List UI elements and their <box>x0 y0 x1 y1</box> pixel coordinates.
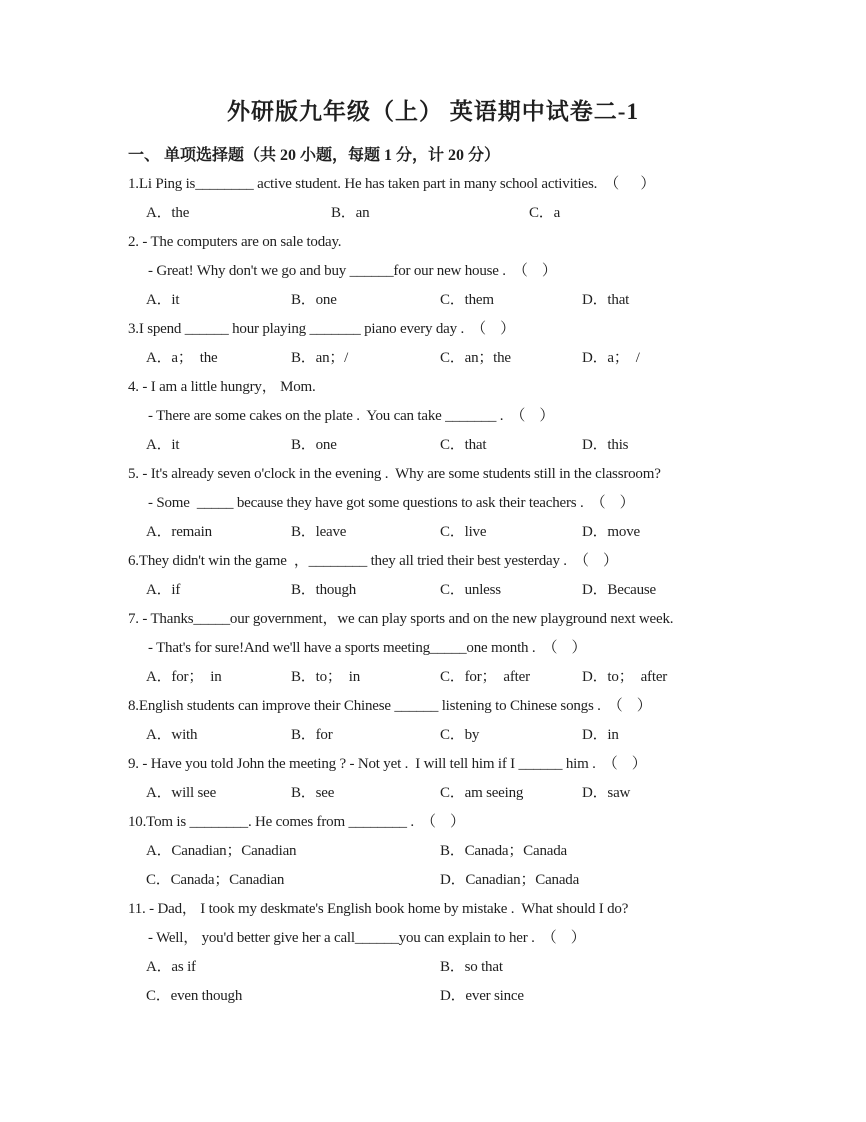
question-6-option-d: D．Because <box>582 582 657 598</box>
question-5-option-d: D．move <box>582 524 640 540</box>
question-3-options <box>0 344 866 373</box>
question-3-stem: 3.I spend ______ hour playing _______ piano every day . （ ） <box>128 321 515 337</box>
question-4-options <box>0 431 866 460</box>
question-3-option-d: D．a； / <box>582 350 640 366</box>
question-3-option-c: C．an；the <box>440 350 511 366</box>
question-9-options <box>0 779 866 808</box>
question-6-option-c: C．unless <box>440 582 501 598</box>
question-10-options-row-1 <box>0 837 866 866</box>
question-3-option-a: A．a； the <box>146 350 218 366</box>
question-1-option-c: C．a <box>529 205 561 221</box>
question-2-option-a: A．it <box>146 292 180 308</box>
question-9-option-c: C．am seeing <box>440 785 524 801</box>
question-2-line-1: 2. - The computers are on sale today. <box>128 234 342 250</box>
question-2-option-d: D．that <box>582 292 630 308</box>
question-7-options <box>0 663 866 692</box>
question-11-option-b: B．so that <box>440 959 503 975</box>
question-10-option-a: A．Canadian；Canadian <box>146 843 297 859</box>
question-11-option-d: D．ever since <box>440 988 524 1004</box>
question-10-option-c: C．Canada；Canadian <box>146 872 285 888</box>
question-1-option-b: B．an <box>331 205 370 221</box>
question-7-option-a: A．for； in <box>146 669 222 685</box>
question-11-options-row-1 <box>0 953 866 982</box>
question-2-option-b: B．one <box>291 292 337 308</box>
question-2-option-c: C．them <box>440 292 494 308</box>
question-5-option-a: A．remain <box>146 524 212 540</box>
question-1-options <box>0 199 866 228</box>
question-11-line-1: 11. - Dad， I took my deskmate's English book home by mistake . What should I do? <box>128 901 629 917</box>
question-7-option-c: C．for； after <box>440 669 530 685</box>
question-5-line-2: - Some _____ because they have got some questions to ask their teachers . （ ） <box>148 495 635 511</box>
question-6-option-a: A．if <box>146 582 181 598</box>
question-10-options-row-2 <box>0 866 866 895</box>
question-4-option-b: B．one <box>291 437 337 453</box>
question-11-line-2: - Well， you'd better give her a call______you can explain to her . （ ） <box>148 930 586 946</box>
page-title: 外研版九年级（上） 英语期中试卷二-1 <box>227 99 639 124</box>
question-8-option-b: B．for <box>291 727 333 743</box>
question-5-option-b: B．leave <box>291 524 347 540</box>
question-1-option-a: A．the <box>146 205 190 221</box>
question-9-stem: 9. - Have you told John the meeting ? - Not yet . I will tell him if I ______ him . （ ） <box>128 756 647 772</box>
question-2-line-2: - Great! Why don't we go and buy ______for our new house . （ ） <box>148 263 557 279</box>
question-9-option-a: A．will see <box>146 785 217 801</box>
question-5-options <box>0 518 866 547</box>
question-7-option-d: D．to； after <box>582 669 668 685</box>
question-4-option-d: D．this <box>582 437 629 453</box>
question-6-options <box>0 576 866 605</box>
section-heading: 一、 单项选择题（共 20 小题，每题 1 分，计 20 分） <box>128 147 501 164</box>
question-1-stem: 1.Li Ping is________ active student. He has taken part in many school activities. （ ） <box>128 176 656 192</box>
question-11-options-row-2 <box>0 982 866 1011</box>
question-8-option-a: A．with <box>146 727 198 743</box>
question-4-option-a: A．it <box>146 437 180 453</box>
question-6-option-b: B．though <box>291 582 357 598</box>
question-10-option-b: B．Canada；Canada <box>440 843 567 859</box>
question-7-option-b: B．to； in <box>291 669 361 685</box>
question-7-line-2: - That's for sure!And we'll have a sports meeting_____one month . （ ） <box>148 640 587 656</box>
question-4-line-2: - There are some cakes on the plate . You can take _______ . （ ） <box>148 408 555 424</box>
question-9-option-b: B．see <box>291 785 335 801</box>
question-8-option-c: C．by <box>440 727 480 743</box>
question-2-options <box>0 286 866 315</box>
question-8-option-d: D．in <box>582 727 619 743</box>
question-3-option-b: B．an；/ <box>291 350 349 366</box>
question-8-options <box>0 721 866 750</box>
question-11-option-c: C．even though <box>146 988 243 1004</box>
question-7-line-1: 7. - Thanks_____our government，we can play sports and on the new playground next week. <box>128 611 674 627</box>
question-10-stem: 10.Tom is ________. He comes from ________ . （ ） <box>128 814 465 830</box>
question-4-line-1: 4. - I am a little hungry， Mom. <box>128 379 316 395</box>
question-5-option-c: C．live <box>440 524 487 540</box>
question-4-option-c: C．that <box>440 437 487 453</box>
question-6-stem: 6.They didn't win the game ，________ they all tried their best yesterday . （ ） <box>128 553 618 569</box>
question-11-option-a: A．as if <box>146 959 196 975</box>
question-5-line-1: 5. - It's already seven o'clock in the evening . Why are some students still in the classroom? <box>128 466 661 482</box>
question-10-option-d: D．Canadian；Canada <box>440 872 580 888</box>
question-9-option-d: D．saw <box>582 785 631 801</box>
question-8-stem: 8.English students can improve their Chinese ______ listening to Chinese songs . （ ） <box>128 698 652 714</box>
